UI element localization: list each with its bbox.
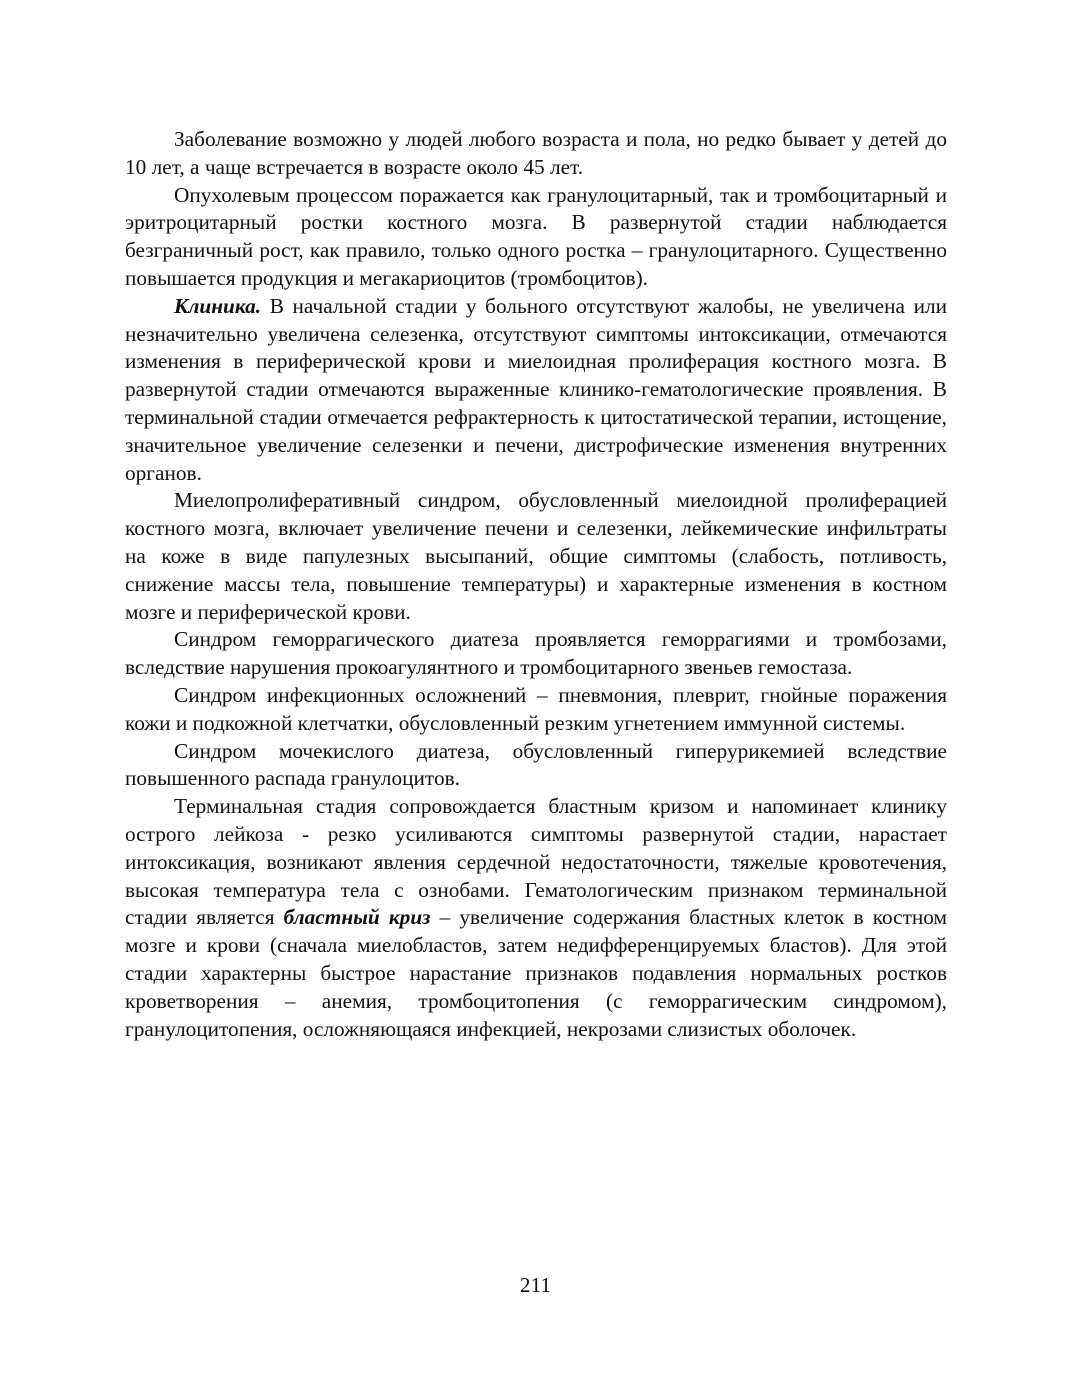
paragraph-terminal-stage xyxy=(125,793,947,1043)
emphasis-blast-crisis: бластный криз xyxy=(283,905,431,930)
paragraph-text: Синдром инфекционных осложнений – пневмония, плеврит, гнойные поражения кожи и подкожной клетчатки, обусловленный резким угнетением иммунной системы. xyxy=(125,682,947,735)
paragraph-text: Терминальная стадия сопровождается бластным кризом и напоминает клинику острого лейкоза - резко усиливаются симптомы развернутой стадии, нарастает интоксикация, возникают явления сердечной недостаточности, тяжелые кровотечения, высокая температура тела с ознобами. Гематологическим признаком терминальной стадии является xyxy=(125,794,947,930)
paragraph-text: Миелопролиферативный синдром, обусловленный миелоидной пролиферацией костного мозга, включает увеличение печени и селезенки, лейкемические инфильтраты на коже в виде папулезных высыпаний, общие симптомы (слабость, потливость, снижение массы тела, повышение температуры) и характерные изменения в костном мозге и периферической крови. xyxy=(125,488,947,624)
paragraph-uric-acid xyxy=(125,738,947,794)
paragraph-text: В начальной стадии у больного отсутствуют жалобы, не увеличена или незначительно увеличена селезенка, отсутствуют симптомы интоксикации, отмечаются изменения в периферической крови и миелоидная пролиферация костного мозга. В развернутой стадии отмечаются выраженные клинико-гематологические проявления. В терминальной стадии отмечается рефрактерность к цитостатической терапии, истощение, значительное увеличение селезенки и печени, дистрофические изменения внутренних органов. xyxy=(125,293,947,485)
section-heading-clinic: Клиника. xyxy=(174,293,262,318)
paragraph-text: Синдром мочекислого диатеза, обусловленный гиперурикемией вследствие повышенного распада гранулоцитов. xyxy=(125,738,947,791)
paragraph-text: Заболевание возможно у людей любого возраста и пола, но редко бывает у детей до 10 лет, а чаще встречается в возрасте около 45 лет. xyxy=(125,127,947,179)
paragraph-text-after: – увеличение содержания бластных клеток в костном мозге и крови (сначала миелобластов, затем недифференцируемых бластов). Для этой стадии характерны быстрое нарастание признаков подавления нормальных ростков кроветворения – анемия, тромбоцитопения (с геморрагическим синдромом), гранулоцитопения, осложняющаяся инфекцией, некрозами слизистых оболочек. xyxy=(125,905,948,1041)
paragraph-text: Синдром геморрагического диатеза проявляется геморрагиями и тромбозами, вследствие нарушения прокоагулянтного и тромбоцитарного звеньев гемостаза. xyxy=(125,627,947,680)
paragraph-clinic xyxy=(125,293,947,488)
paragraph-age xyxy=(125,126,947,182)
page-number: 211 xyxy=(519,1273,552,1297)
paragraph-myeloproliferative xyxy=(125,487,947,626)
body-text xyxy=(125,126,947,1043)
paragraph-tumor-process xyxy=(125,182,947,293)
paragraph-text: Опухолевым процессом поражается как гранулоцитарный, так и тромбоцитарный и эритроцитарный ростки костного мозга. В развернутой стадии наблюдается безграничный рост, как правило, только одного ростка – гранулоцитарного. Существенно повышается продукция и мегакариоцитов (тромбоцитов). xyxy=(125,182,947,290)
paragraph-infectious xyxy=(125,682,947,738)
paragraph-hemorrhagic xyxy=(125,626,947,682)
